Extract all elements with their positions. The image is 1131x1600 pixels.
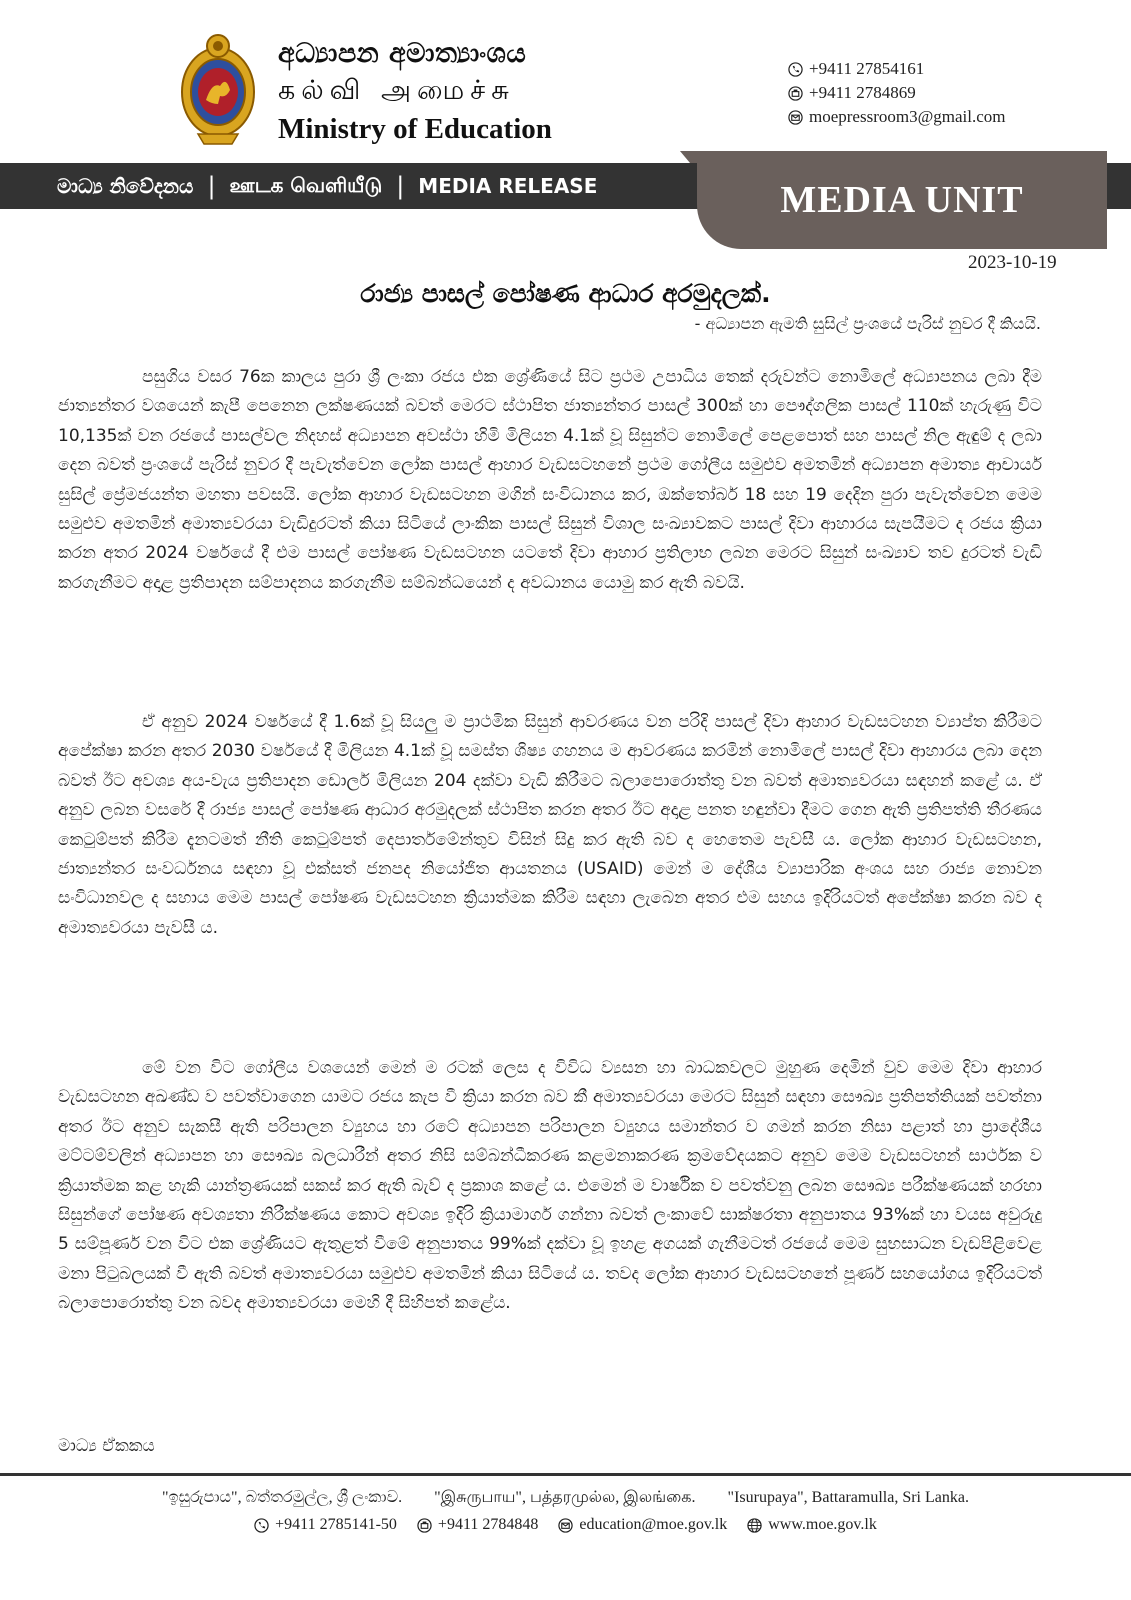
header-phone-text: +9411 27854161 [809,59,925,78]
banner-english: MEDIA RELEASE [418,174,598,198]
fax-icon [788,86,803,101]
footer-address-english: "Isurupaya", Battaramulla, Sri Lanka. [727,1489,969,1506]
banner-sinhala: මාධ්‍ය නිවේදනය [57,174,194,198]
fax-icon [417,1518,432,1533]
sri-lanka-emblem-icon [178,30,258,146]
footer-email-text[interactable]: education@moe.gov.lk [579,1516,728,1533]
header-email-text: moepressroom3@gmail.com [809,107,1006,126]
banner-separator: | [396,172,405,200]
footer-fax [417,1516,538,1534]
footer-phone-text: +9411 2785141-50 [275,1516,397,1533]
release-date: 2023-10-19 [968,252,1057,273]
body-paragraph-2: ඒ අනුව 2024 වර්ෂයේ දී 1.6ක් වූ සියලු ම ප්‍රාථමික සිසුන් ආවරණය වන පරිදි පාසල් දිවා ආහාර වැඩසටහන ව්‍යාප්ත කිරීමට අපේක්ෂා කරන අතර 2030 වර්ෂයේ දී මිලියන 4.1ක් වූ සමස්ත ශිෂ්‍ය ගහනය ම ආවරණය කරමින් නොමිලේ පාසල් දිවා ආහාරය ලබා දෙන බවත් ඊට අවශ්‍ය අය-වැය ප්‍රතිපාදන ඩොලර් මිලියන 204 දක්වා වැඩි කිරීමට බලාපොරොත්තු වන බවත් අමාත්‍යවරයා සඳහන් කළේ ය. ඒ අනුව ලබන වසරේ දී රාජ්‍ය පාසල් පෝෂණ ආධාර අරමුදලක් ස්ථාපිත කරන අතර ඊට අදාළ පනත හඳුන්වා දීමට ගෙන ඇති ප්‍රතිපත්ති තීරණය කෙටුම්පත් කිරීම දැනටමත් නීති කෙටුම්පත් දෙපාර්තමේන්තුව විසින් සිදු කර ඇති බව ද හෙතෙම පැවසී ය. ලෝක ආහාර වැඩසටහන, ජාත්‍යන්තර සංවර්ධනය සඳහා වූ එක්සත් ජනපද නියෝජිත ආයතනය (USAID) මෙන් ම දේශීය ව්‍යාපාරික අංශය සහ රාජ්‍ය නොවන සංවිධානවල ද සහාය මෙම පාසල් පෝෂණ වැඩසටහන ක්‍රියාත්මක කිරීම සඳහා ලැබෙන අතර එම සහය ඉදිරියටත් අපේක්ෂා කරන බව ද අමාත්‍යවරයා පැවසී ය. [58,712,1042,938]
globe-icon [747,1518,762,1533]
org-name-tamil: கல்வி அமைச்சு [278,75,515,106]
email-icon [788,110,803,125]
phone-icon [788,62,803,77]
body-paragraph-1: පසුගිය වසර 76ක කාලය පුරා ශ්‍රී ලංකා රජය එක ශ්‍රේණියේ සිට ප්‍රථම උපාධිය තෙක් දරුවන්ට නොමිලේ අධ්‍යාපනය ලබා දීම ජාත්‍යන්තර වශයෙන් කැපී පෙනෙන ලක්ෂණයක් බවත් මෙරට ස්ථාපිත ජාත්‍යන්තර පාසල් 300ක් හා පෞද්ගලික පාසල් 110ක් හැරුණු විට 10,135ක් වන රජයේ පාසල්වල නිදහස් අධ්‍යාපන අවස්ථා හිමි මිලියන 4.1ක් වූ සිසුන්ට නොමිලේ පෙළපොත් සහ පාසල් නිල ඇඳුම් ද ලබා දෙන බවත් ප්‍රංශයේ පැරිස් නුවර දී පැවැත්වෙන ලෝක පාසල් ආහාර වැඩසටහනේ ප්‍රථම ගෝලීය සමුළුව අමතමින් අධ්‍යාපන අමාත්‍ය ආචාර්ය සුසිල් ප්‍රේමජයන්ත මහතා පවසයි. ලෝක ආහාර වැඩසටහන මගින් සංවිධානය කර, ඔක්තෝබර් 18 සහ 19 දෙදින පුරා පැවැත්වෙන මෙම සමුළුව අමතමින් අමාත්‍යවරයා වැඩිදුරටත් කියා සිටියේ ලාංකික පාසල් සිසුන් විශාල සංඛ්‍යාවකට පාසල් දිවා ආහාරය සැපයීමට ද රජය ක්‍රියා කරන අතර 2024 වර්ෂයේ දී එම පාසල් පෝෂණ වැඩසටහන යටතේ දිවා ආහාර ප්‍රතිලාභ ලබන මෙරට සිසුන් සංඛ්‍යාව තව දුරටත් වැඩි කරගැනීමට අදාළ ප්‍රතිපාදන සම්පාදනය කරගැනීම සම්බන්ධයෙන් ද අවධානය යොමු කර ඇති බවයි. [58,367,1042,593]
media-unit-tab: MEDIA UNIT [697,151,1107,249]
footer-address-tamil: "இசுருபாய", பத்தரமுல்ல, இலங்கை. [434,1489,696,1506]
phone-icon [254,1518,269,1533]
footer-address-sinhala: "ඉසුරුපාය", බත්තරමුල්ල, ශ්‍රී ලංකාව. [162,1489,403,1506]
org-name-sinhala: අධ්‍යාපන අමාත්‍යාංශය [278,38,527,69]
footer-email[interactable] [558,1516,727,1534]
page-title: රාජ්‍ය පාසල් පෝෂණ ආධාර අරමුදලක්. [360,279,771,308]
page-subtitle: - අධ්‍යාපන ඇමති සුසිල් ප්‍රංශයේ පැරිස් නුවර දී කියයි. [694,314,1041,333]
footer-divider [0,1473,1131,1476]
header-fax [788,83,916,103]
footer-address [0,1488,1131,1508]
footer-website[interactable] [747,1516,877,1534]
header-fax-text: +9411 2784869 [809,83,916,102]
footer-fax-text: +9411 2784848 [437,1516,539,1533]
body-paragraph-3: මේ වන විට ගෝලීය වශයෙන් මෙන් ම රටක් ලෙස ද විවිධ ව්‍යසන හා බාධකවලට මුහුණ දෙමින් වුව මෙම දිවා ආහාර වැඩසටහන අඛණ්ඩ ව පවත්වාගෙන යාමට රජය කැප වී ක්‍රියා කරන බව කී අමාත්‍යවරයා මෙරට සිසුන් සඳහා සෞඛ්‍ය ප්‍රතිපත්තියක් පවත්නා අතර ඊට අනුව සැකසී ඇති පරිපාලන ව්‍යුහය හා රටේ අධ්‍යාපන පරිපාලන ව්‍යුහය සමාන්තර ව ගමන් කරන නිසා පළාත් හා ප්‍රාදේශීය මට්ටම්වලින් අධ්‍යාපන හා සෞඛ්‍ය බලධාරීන් අතර නිසි සම්බන්ධීකරණ කළමනාකරණ ක්‍රමවේදයකට අනුව මෙම වැඩසටහන් සාර්ථක ව ක්‍රියාත්මක කළ හැකි යාන්ත්‍රණයක් සකස් කර ඇති බැව් ද ප්‍රකාශ කළේ ය. එමෙන් ම වාර්ෂික ව පවත්වනු ලබන සෞඛ්‍ය පරීක්ෂණයක් හරහා සිසුන්ගේ පෝෂණ අවශ්‍යතා නිරීක්ෂණය කොට අවශ්‍ය ඉදිරි ක්‍රියාමාර්ග ගන්නා බවත් ලංකාවේ සාක්ෂරතා අනුපාතය 93%ක් හා වයස අවුරුදු 5 සම්පූර්ණ වන විට එක ශ්‍රේණියට ඇතුළත් වීමේ අනුපාතය 99%ක් දක්වා වූ ඉහළ අගයක් ගැනීමටත් රජයේ මෙම සුභසාධන වැඩපිළිවෙළ මනා පිටුබලයක් වී ඇති බවත් අමාත්‍යවරයා සමුළුව අමතමින් කියා සිටියේ ය. තවද ලෝක ආහාර වැඩසටහනේ පූර්ණ සහයෝගය ඉදිරියටත් බලාපොරොත්තු වන බවද අමාත්‍යවරයා මෙහි දී සිහිපත් කළේය. [58,1058,1042,1314]
banner-separator: | [207,172,216,200]
header-email [788,107,1005,127]
signoff: මාධ්‍ය ඒකකය [58,1436,155,1456]
org-name-english: Ministry of Education [278,113,552,145]
banner-tamil: ஊடக வெளியீடு [229,172,383,197]
footer-website-text[interactable]: www.moe.gov.lk [768,1516,877,1533]
footer-phone [254,1516,397,1534]
footer-contacts [0,1516,1131,1534]
header-phone [788,59,924,79]
email-icon [558,1518,573,1533]
